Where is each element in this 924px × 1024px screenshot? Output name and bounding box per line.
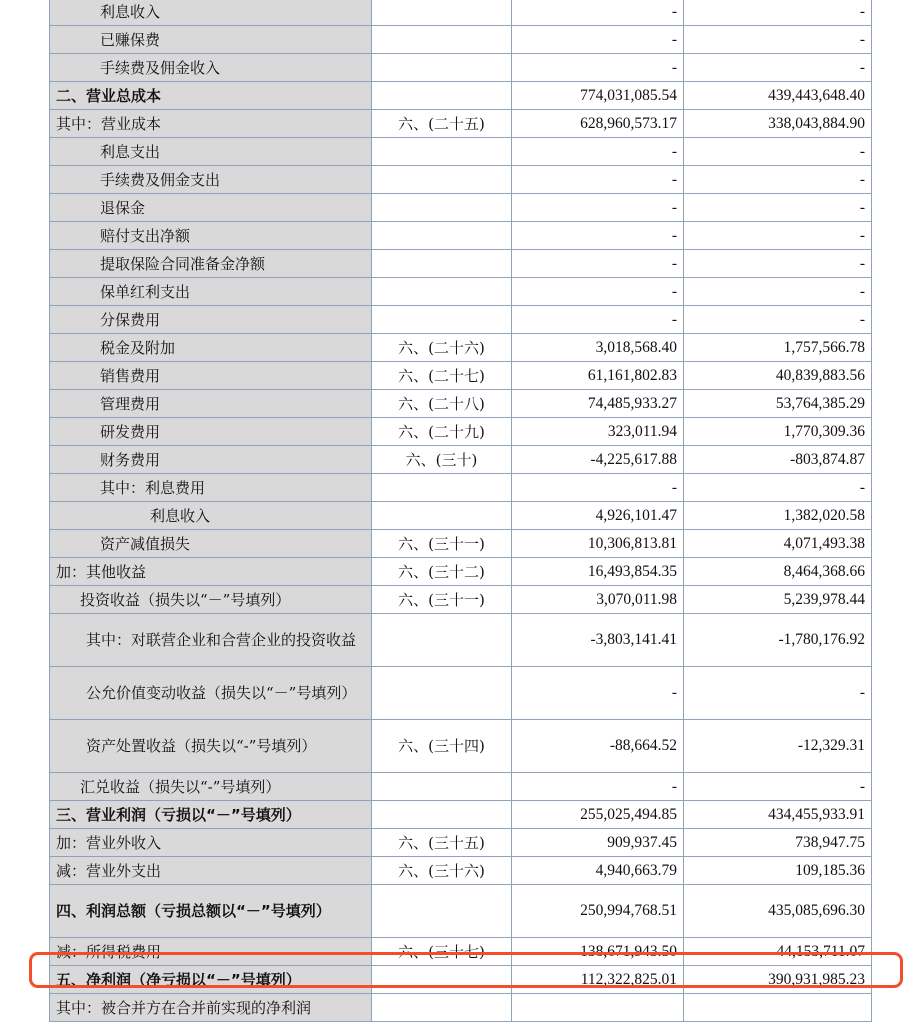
row-note-ref: 六、(三十一) bbox=[372, 586, 512, 614]
row-prior-amount: - bbox=[684, 222, 872, 250]
table-row bbox=[50, 586, 872, 614]
row-current-amount: - bbox=[512, 250, 684, 278]
row-prior-amount: - bbox=[684, 773, 872, 801]
row-note-ref bbox=[372, 26, 512, 54]
table-row bbox=[50, 194, 872, 222]
row-prior-amount: 1,382,020.58 bbox=[684, 502, 872, 530]
table-row bbox=[50, 801, 872, 829]
row-current-amount: - bbox=[512, 54, 684, 82]
row-current-amount: 4,926,101.47 bbox=[512, 502, 684, 530]
row-current-amount: 3,018,568.40 bbox=[512, 334, 684, 362]
row-item-name: 三、营业利润（亏损以“－”号填列） bbox=[50, 801, 372, 829]
row-prior-amount: -1,780,176.92 bbox=[684, 614, 872, 667]
row-prior-amount: 439,443,648.40 bbox=[684, 82, 872, 110]
row-current-amount: 16,493,854.35 bbox=[512, 558, 684, 586]
row-current-amount: - bbox=[512, 0, 684, 26]
row-prior-amount: - bbox=[684, 26, 872, 54]
row-item-name: 二、营业总成本 bbox=[50, 82, 372, 110]
row-current-amount: 909,937.45 bbox=[512, 829, 684, 857]
table-row bbox=[50, 667, 872, 720]
row-prior-amount: - bbox=[684, 166, 872, 194]
table-row bbox=[50, 418, 872, 446]
row-note-ref bbox=[372, 502, 512, 530]
row-current-amount: - bbox=[512, 222, 684, 250]
row-prior-amount: 1,757,566.78 bbox=[684, 334, 872, 362]
row-item-name: 投资收益（损失以“－”号填列） bbox=[50, 586, 372, 614]
row-note-ref: 六、(二十七) bbox=[372, 362, 512, 390]
row-note-ref: 六、(二十八) bbox=[372, 390, 512, 418]
row-note-ref: 六、(三十六) bbox=[372, 857, 512, 885]
table-row bbox=[50, 446, 872, 474]
row-item-name: 减：所得税费用 bbox=[50, 938, 372, 966]
row-current-amount: 112,322,825.01 bbox=[512, 966, 684, 994]
table-row bbox=[50, 614, 872, 667]
row-current-amount: 3,070,011.98 bbox=[512, 586, 684, 614]
row-prior-amount: - bbox=[684, 667, 872, 720]
row-note-ref: 六、(三十五) bbox=[372, 829, 512, 857]
row-item-name: 其中：对联营企业和合营企业的投资收益 bbox=[50, 614, 372, 667]
row-current-amount: - bbox=[512, 474, 684, 502]
row-current-amount bbox=[512, 994, 684, 1022]
row-prior-amount: - bbox=[684, 194, 872, 222]
row-note-ref: 六、(二十五) bbox=[372, 110, 512, 138]
row-note-ref bbox=[372, 166, 512, 194]
row-prior-amount: -803,874.87 bbox=[684, 446, 872, 474]
row-prior-amount: 5,239,978.44 bbox=[684, 586, 872, 614]
row-item-name: 分保费用 bbox=[50, 306, 372, 334]
row-note-ref bbox=[372, 138, 512, 166]
table-row bbox=[50, 994, 872, 1022]
table-row bbox=[50, 720, 872, 773]
row-item-name: 四、利润总额（亏损总额以“－”号填列） bbox=[50, 885, 372, 938]
row-current-amount: 774,031,085.54 bbox=[512, 82, 684, 110]
row-current-amount: 10,306,813.81 bbox=[512, 530, 684, 558]
row-item-name: 资产减值损失 bbox=[50, 530, 372, 558]
row-prior-amount: - bbox=[684, 250, 872, 278]
row-current-amount: 4,940,663.79 bbox=[512, 857, 684, 885]
row-current-amount: - bbox=[512, 306, 684, 334]
row-prior-amount: 738,947.75 bbox=[684, 829, 872, 857]
table-row bbox=[50, 938, 872, 966]
row-current-amount: -3,803,141.41 bbox=[512, 614, 684, 667]
table-row bbox=[50, 278, 872, 306]
row-prior-amount: 435,085,696.30 bbox=[684, 885, 872, 938]
row-prior-amount: 434,455,933.91 bbox=[684, 801, 872, 829]
row-current-amount: 255,025,494.85 bbox=[512, 801, 684, 829]
row-note-ref bbox=[372, 194, 512, 222]
row-note-ref bbox=[372, 82, 512, 110]
row-prior-amount: 4,071,493.38 bbox=[684, 530, 872, 558]
table-row bbox=[50, 0, 872, 26]
row-note-ref: 六、(二十九) bbox=[372, 418, 512, 446]
row-prior-amount: - bbox=[684, 54, 872, 82]
row-item-name: 税金及附加 bbox=[50, 334, 372, 362]
row-note-ref: 六、(三十二) bbox=[372, 558, 512, 586]
row-item-name: 其中：营业成本 bbox=[50, 110, 372, 138]
row-prior-amount: 44,153,711.07 bbox=[684, 938, 872, 966]
row-note-ref bbox=[372, 966, 512, 994]
row-prior-amount bbox=[684, 994, 872, 1022]
row-item-name: 手续费及佣金收入 bbox=[50, 54, 372, 82]
table-row bbox=[50, 54, 872, 82]
row-current-amount: -4,225,617.88 bbox=[512, 446, 684, 474]
table-row bbox=[50, 250, 872, 278]
table-row bbox=[50, 166, 872, 194]
row-item-name: 赔付支出净额 bbox=[50, 222, 372, 250]
row-prior-amount: 1,770,309.36 bbox=[684, 418, 872, 446]
table-row bbox=[50, 222, 872, 250]
table-row bbox=[50, 82, 872, 110]
row-item-name: 利息收入 bbox=[50, 502, 372, 530]
table-row bbox=[50, 390, 872, 418]
row-note-ref bbox=[372, 614, 512, 667]
row-note-ref: 六、(三十) bbox=[372, 446, 512, 474]
row-prior-amount: 109,185.36 bbox=[684, 857, 872, 885]
row-prior-amount: - bbox=[684, 0, 872, 26]
row-item-name: 销售费用 bbox=[50, 362, 372, 390]
row-note-ref: 六、(三十四) bbox=[372, 720, 512, 773]
row-current-amount: - bbox=[512, 278, 684, 306]
row-note-ref bbox=[372, 667, 512, 720]
row-item-name: 管理费用 bbox=[50, 390, 372, 418]
row-prior-amount: 338,043,884.90 bbox=[684, 110, 872, 138]
row-note-ref: 六、(三十一) bbox=[372, 530, 512, 558]
row-item-name: 加：其他收益 bbox=[50, 558, 372, 586]
table-row bbox=[50, 334, 872, 362]
table-row bbox=[50, 966, 872, 994]
row-note-ref: 六、(三十七) bbox=[372, 938, 512, 966]
row-note-ref bbox=[372, 994, 512, 1022]
row-prior-amount: 390,931,985.23 bbox=[684, 966, 872, 994]
row-item-name: 加：营业外收入 bbox=[50, 829, 372, 857]
row-prior-amount: -12,329.31 bbox=[684, 720, 872, 773]
row-note-ref bbox=[372, 474, 512, 502]
row-note-ref bbox=[372, 0, 512, 26]
row-current-amount: 74,485,933.27 bbox=[512, 390, 684, 418]
row-item-name: 提取保险合同准备金净额 bbox=[50, 250, 372, 278]
row-item-name: 五、净利润（净亏损以“－”号填列） bbox=[50, 966, 372, 994]
row-item-name: 公允价值变动收益（损失以“－”号填列） bbox=[50, 667, 372, 720]
income-statement-table bbox=[49, 0, 872, 1022]
row-current-amount: 323,011.94 bbox=[512, 418, 684, 446]
table-row bbox=[50, 773, 872, 801]
row-item-name: 已赚保费 bbox=[50, 26, 372, 54]
row-note-ref bbox=[372, 222, 512, 250]
row-current-amount: - bbox=[512, 194, 684, 222]
row-item-name: 研发费用 bbox=[50, 418, 372, 446]
table-row bbox=[50, 110, 872, 138]
row-item-name: 资产处置收益（损失以“-”号填列） bbox=[50, 720, 372, 773]
row-current-amount: -88,664.52 bbox=[512, 720, 684, 773]
row-prior-amount: - bbox=[684, 278, 872, 306]
row-item-name: 利息收入 bbox=[50, 0, 372, 26]
table-row bbox=[50, 306, 872, 334]
table-row bbox=[50, 530, 872, 558]
row-note-ref bbox=[372, 54, 512, 82]
row-note-ref bbox=[372, 250, 512, 278]
row-current-amount: - bbox=[512, 26, 684, 54]
row-item-name: 手续费及佣金支出 bbox=[50, 166, 372, 194]
table-row bbox=[50, 885, 872, 938]
row-prior-amount: 53,764,385.29 bbox=[684, 390, 872, 418]
row-prior-amount: - bbox=[684, 474, 872, 502]
row-prior-amount: - bbox=[684, 138, 872, 166]
income-statement-body bbox=[50, 0, 872, 1022]
row-current-amount: 628,960,573.17 bbox=[512, 110, 684, 138]
table-row bbox=[50, 502, 872, 530]
row-item-name: 其中：被合并方在合并前实现的净利润 bbox=[50, 994, 372, 1022]
row-note-ref bbox=[372, 306, 512, 334]
row-prior-amount: 40,839,883.56 bbox=[684, 362, 872, 390]
table-row bbox=[50, 474, 872, 502]
row-item-name: 其中：利息费用 bbox=[50, 474, 372, 502]
row-prior-amount: - bbox=[684, 306, 872, 334]
row-item-name: 保单红利支出 bbox=[50, 278, 372, 306]
row-item-name: 退保金 bbox=[50, 194, 372, 222]
table-row bbox=[50, 26, 872, 54]
row-note-ref bbox=[372, 885, 512, 938]
row-note-ref bbox=[372, 278, 512, 306]
table-row bbox=[50, 138, 872, 166]
row-current-amount: 61,161,802.83 bbox=[512, 362, 684, 390]
row-prior-amount: 8,464,368.66 bbox=[684, 558, 872, 586]
row-current-amount: - bbox=[512, 166, 684, 194]
row-current-amount: - bbox=[512, 138, 684, 166]
table-row bbox=[50, 829, 872, 857]
row-current-amount: 138,671,943.50 bbox=[512, 938, 684, 966]
table-row bbox=[50, 857, 872, 885]
table-row bbox=[50, 558, 872, 586]
table-row bbox=[50, 362, 872, 390]
row-note-ref bbox=[372, 773, 512, 801]
row-current-amount: - bbox=[512, 667, 684, 720]
row-item-name: 汇兑收益（损失以“-”号填列） bbox=[50, 773, 372, 801]
row-current-amount: 250,994,768.51 bbox=[512, 885, 684, 938]
row-item-name: 减：营业外支出 bbox=[50, 857, 372, 885]
row-item-name: 利息支出 bbox=[50, 138, 372, 166]
row-note-ref bbox=[372, 801, 512, 829]
row-note-ref: 六、(二十六) bbox=[372, 334, 512, 362]
row-item-name: 财务费用 bbox=[50, 446, 372, 474]
row-current-amount: - bbox=[512, 773, 684, 801]
